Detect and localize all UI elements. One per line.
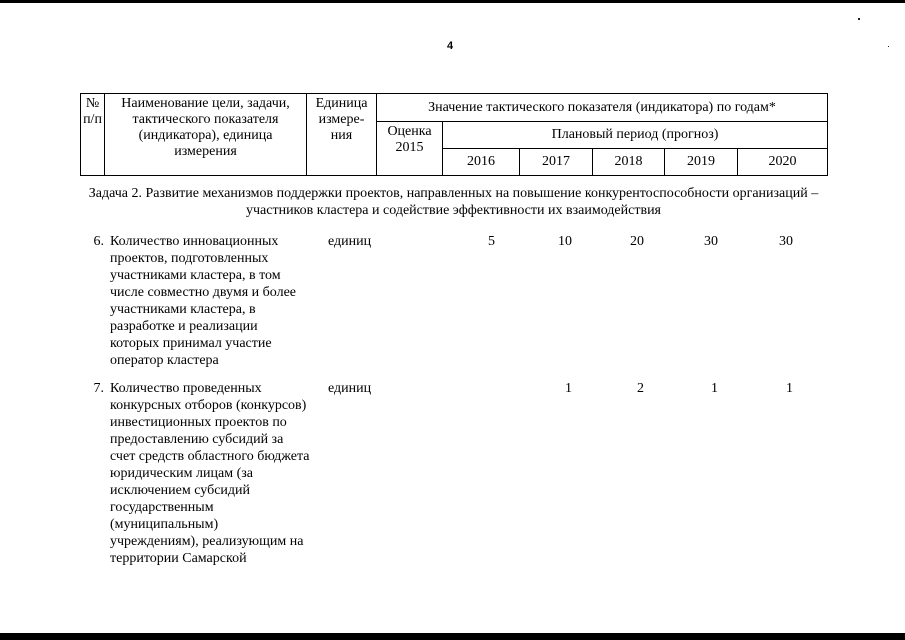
header-estimate-2015: Оценка 2015 bbox=[377, 122, 443, 176]
page-number: 4 bbox=[446, 40, 454, 52]
row-value-2016: 10 bbox=[558, 234, 572, 249]
row-value-2017: 20 bbox=[630, 234, 644, 249]
scan-speck bbox=[888, 46, 889, 47]
header-name-col: Наименование цели, задачи, тактического показателя (индикатора), единица измерения bbox=[105, 94, 307, 176]
table-row bbox=[80, 233, 827, 373]
row-number: 7. bbox=[93, 381, 104, 396]
row-unit: единиц bbox=[328, 234, 372, 249]
table-row bbox=[80, 380, 827, 590]
row-unit: единиц bbox=[328, 381, 372, 396]
page-top-border bbox=[0, 0, 905, 3]
row-value-2019: 1 bbox=[786, 381, 793, 396]
header-value-group: Значение тактического показателя (индикатора) по годам* bbox=[377, 94, 828, 122]
row-value-2016: 1 bbox=[565, 381, 572, 396]
row-value-2019: 30 bbox=[779, 234, 793, 249]
header-num-col: № п/п bbox=[81, 94, 105, 176]
scan-speck bbox=[858, 18, 860, 20]
row-value-2018: 1 bbox=[711, 381, 718, 396]
row-value-2018: 30 bbox=[704, 234, 718, 249]
row-indicator-name: Количество проведенных конкурсных отборов (конкурсов) инвестиционных проектов по предоставлению субсидий за счет средств областного бюджета юридическим лицам (за исключением субсидий государственным (муниципальным) учреждениям), реализующим на территории Самарской bbox=[110, 381, 310, 566]
header-year: 2020 bbox=[738, 149, 828, 176]
row-indicator-name: Количество инновационных проектов, подготовленных участниками кластера, в том числе совместно двумя и более участниками кластера, в разработке и реализации которых принимал участие оператор кластера bbox=[110, 234, 296, 368]
task-heading: Задача 2. Развитие механизмов поддержки проектов, направленных на повышение конкурентоспособности организаций – участников кластера и содействие эффективности их взаимодействия bbox=[88, 186, 819, 218]
row-value-2015: 5 bbox=[488, 234, 495, 249]
header-plan-period: Плановый период (прогноз) bbox=[443, 122, 828, 149]
header-year: 2016 bbox=[443, 149, 520, 176]
row-number: 6. bbox=[93, 234, 104, 249]
page-bottom-border bbox=[0, 633, 905, 640]
indicator-table-header bbox=[80, 93, 828, 176]
header-unit-col: Единица измере-ния bbox=[307, 94, 377, 176]
row-value-2017: 2 bbox=[637, 381, 644, 396]
header-year: 2019 bbox=[665, 149, 738, 176]
header-year: 2018 bbox=[593, 149, 665, 176]
header-year: 2017 bbox=[520, 149, 593, 176]
